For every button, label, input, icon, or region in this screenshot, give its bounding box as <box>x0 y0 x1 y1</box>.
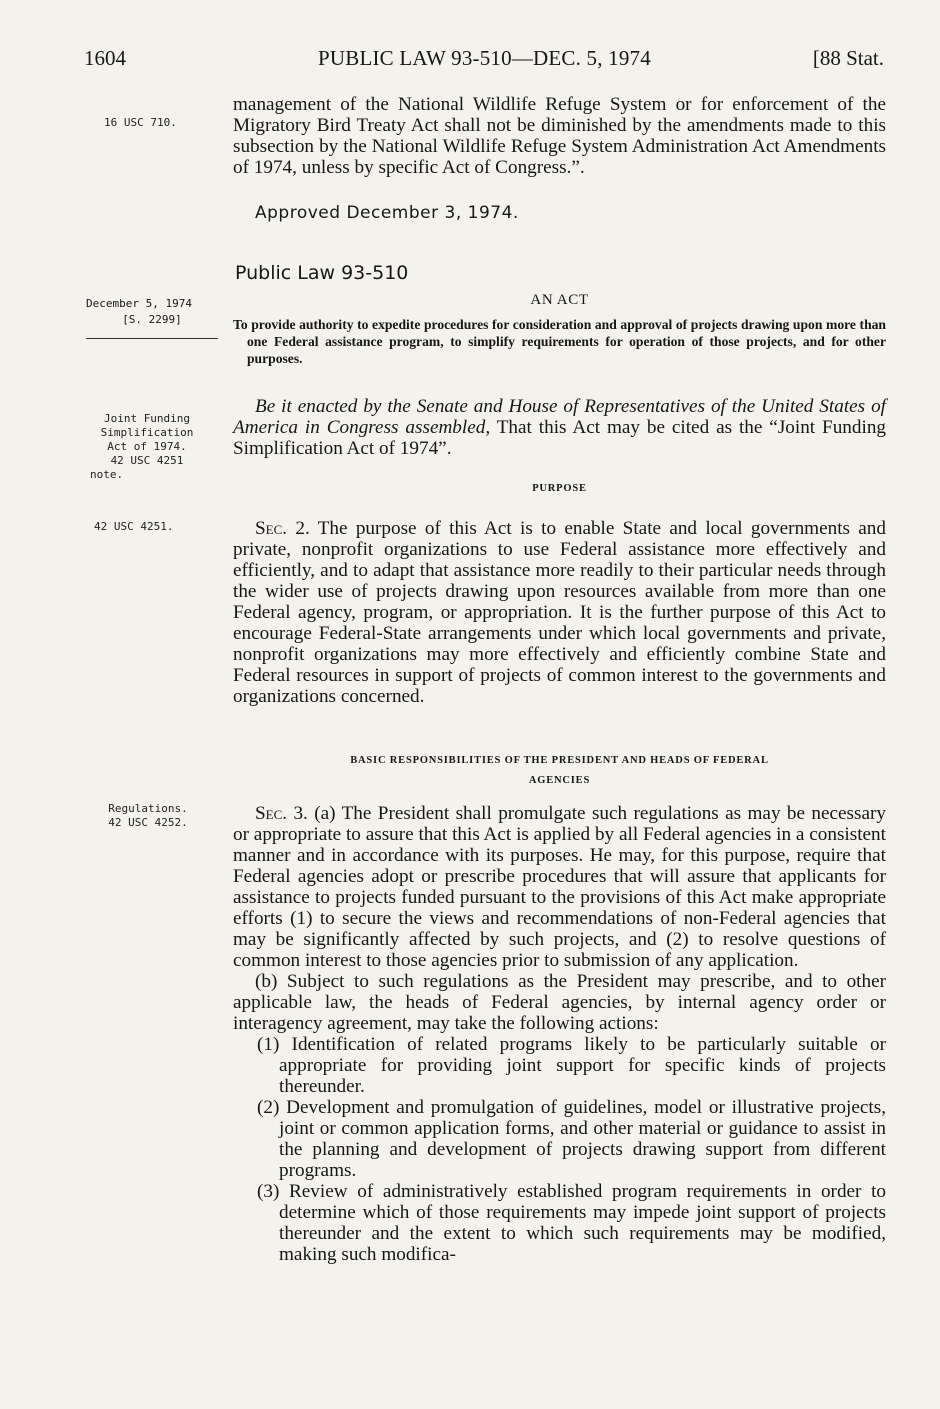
section-2 <box>233 518 886 707</box>
section-3-item-3: (3) Review of administratively established program requirements in order to determine which of those requirements may impede joint support of projects thereunder and the extent to which such requirements may be modified, making such modifica- <box>257 1181 886 1265</box>
margin-note-short-title <box>84 412 210 482</box>
section-2-label: Sec. 2. <box>255 518 310 539</box>
margin-note-42-usc-4251: 42 USC 4251. <box>94 520 174 533</box>
short-title-line-2: Simplification <box>100 426 194 439</box>
section-2-text: The purpose of this Act is to enable State and local governments and private, nonprofit organizations to use Federal assistance more effectively and efficiently, and to adapt that assistance more readily to their particular needs through the wider use of projects drawing upon resources available from more than one Federal agency, program, or appropriation. It is the further purpose of this Act to encourage Federal-State arrangements under which local governments and private, nonprofit organizations may more effectively and efficiently combine State and Federal resources in support of projects of common interest to the governments and organizations concerned. <box>233 518 886 707</box>
margin-note-date: December 5, 1974 <box>86 297 192 310</box>
public-law-heading: Public Law 93-510 <box>235 262 409 284</box>
section-3 <box>233 803 886 1265</box>
basic-heading-line-2: AGENCIES <box>528 775 591 786</box>
margin-note-enactment-date <box>86 296 218 339</box>
section-3-item-1: (1) Identification of related programs likely to be particularly suitable or appropriate for providing joint support for specific kinds of projects thereunder. <box>257 1034 886 1097</box>
an-act-heading: AN ACT <box>530 292 589 308</box>
margin-note-bill-number: [S. 2299] <box>122 313 182 326</box>
page-header <box>84 46 884 76</box>
basic-heading-line-1: BASIC RESPONSIBILITIES OF THE PRESIDENT AND HEADS OF FEDERAL <box>350 755 769 766</box>
act-purpose-statement: To provide authority to expedite procedures for consideration and approval of projects drawing upon more than one Federal assistance program, to simplify requirements for operation of those projects, and for other purposes. <box>233 317 886 366</box>
basic-responsibilities-heading <box>233 751 886 791</box>
margin-note-regulations <box>88 802 208 830</box>
section-3-item-2: (2) Development and promulgation of guidelines, model or illustrative projects, joint or common application forms, and other material or guidance to assist in the planning and development of projects drawing support from different programs. <box>257 1097 886 1181</box>
section-3-label: Sec. 3. <box>255 803 308 824</box>
page-number: 1604 <box>84 46 126 70</box>
short-title-line-3: Act of 1974. <box>107 440 187 453</box>
section-3-a <box>233 803 886 971</box>
statute-volume: [88 Stat. <box>812 46 884 70</box>
purpose-heading: PURPOSE <box>532 483 587 494</box>
regulations-label: Regulations. <box>108 802 188 815</box>
running-title: PUBLIC LAW 93-510—DEC. 5, 1974 <box>318 46 651 70</box>
enacting-clause-rest: That this Act may be cited as the “Joint Funding Simplification Act of 1974”. <box>233 417 887 459</box>
regulations-usc: 42 USC 4252. <box>108 816 188 829</box>
short-title-line-5: note. <box>90 468 124 481</box>
section-3-b: (b) Subject to such regulations as the President may prescribe, and to other applicable law, the heads of Federal agencies, by internal agency order or interagency agreement, may take the following actions: <box>233 971 886 1034</box>
approved-date: Approved December 3, 1974. <box>255 203 519 223</box>
section-3-a-text: (a) The President shall promulgate such regulations as may be necessary or appropriate to assure that this Act is applied by all Federal agencies in a consistent manner and in accordance with its purposes. He may, for this purpose, require that Federal agencies adopt or prescribe procedures that will assure that applicants for assistance to projects funded pursuant to the provisions of this Act make appropriate efforts (1) to secure the views and recommendations of non-Federal agencies that may be significantly affected by such projects, and (2) to resolve questions of common interest to those agencies prior to submission of any application. <box>233 803 886 971</box>
short-title-line-4: 42 USC 4251 <box>110 454 184 467</box>
continuation-paragraph: management of the National Wildlife Refuge System or for enforcement of the Migratory Bird Treaty Act shall not be diminished by the amendments made to this subsection by the National Wildlife Refuge System Administration Act Amendments of 1974, unless by specific Act of Congress.”. <box>233 94 886 178</box>
short-title-line-1: Joint Funding <box>103 412 191 425</box>
enacting-clause <box>233 396 886 459</box>
enacting-clause-italic: Be it enacted by the Senate and House of Representatives of the United States of America in Congress assembled, <box>233 396 886 438</box>
margin-note-16-usc-710: 16 USC 710. <box>104 116 177 129</box>
